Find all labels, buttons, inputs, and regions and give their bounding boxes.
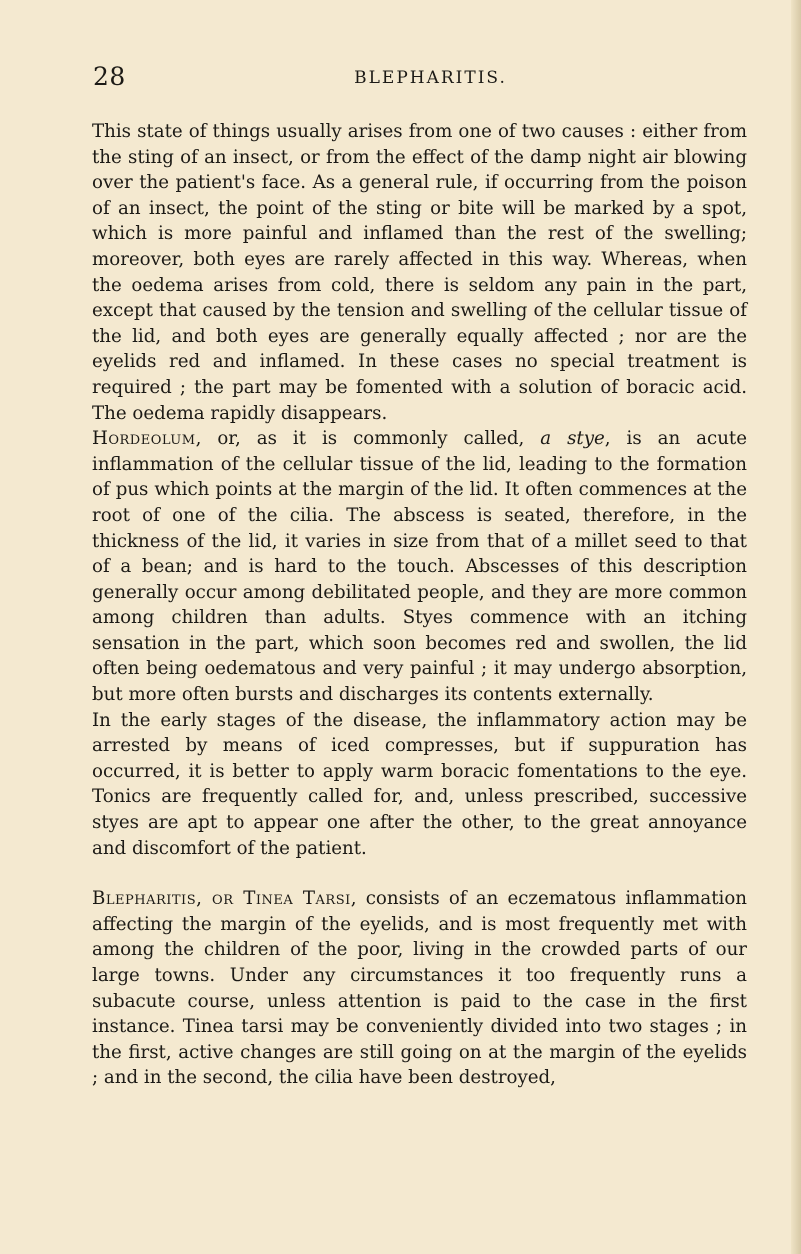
blepharitis-text: , consists of an eczematous inflammation affecting the margin of the eyelids, and is most frequently met with among the children of the poor, living in the crowded parts of our large towns. Under any circumstances it too frequently runs a subacute course, unless attention is paid to the case in the first instance. Tinea tarsi may be conveniently divided into two stages ; in the first, active changes are still going on at the margin of the eyelids ; and in the second, the cilia have been destroyed, [92,888,747,1089]
paragraph-treatment: In the early stages of the disease, the inflammatory action may be arrested by means of iced compresses, but if suppuration has occurred, it is better to apply warm boracic fomentations to the eye. Tonics are frequently called for, and, unless prescribed, successive styes are apt to appear one after the other, to the great annoyance and discomfort of the patient. [92,709,747,859]
paragraph-blepharitis [92,886,747,1091]
term-blepharitis: Blepharitis, or Tinea Tarsi [92,888,351,910]
paragraph-hordeolum [92,426,747,708]
body-text [92,119,747,1091]
term-stye: a stye [540,428,605,450]
section-gap [92,861,747,886]
page-header [93,62,748,96]
page-number: 28 [93,62,126,91]
running-title: BLEPHARITIS. [354,68,507,88]
paragraph-oedema-causes: This state of things usually arises from one of two causes : either from the sting of an insect, or from the effect of the damp night air blowing over the patient's face. As a general rule, if occurring from the poison of an insect, the point of the sting or bite will be marked by a spot, which is more painful and inflamed than the rest of the swelling; moreover, both eyes are rarely affected in this way. Whereas, when the oedema arises from cold, there is seldom any pain in the part, except that caused by the tension and swelling of the cellular tissue of the lid, and both eyes are generally equally affected ; nor are the eyelids red and inflamed. In these cases no special treatment is required ; the part may be fomented with a solution of boracic acid. The oedema rapidly disappears. [92,121,747,424]
hordeolum-text-b: , is an acute inflammation of the cellular tissue of the lid, leading to the formation of pus which points at the margin of the lid. It often commences at the root of one of the cilia. The abscess is seated, therefore, in the thickness of the lid, it varies in size from that of a millet seed to that of a bean; and is hard to the touch. Abscesses of this description generally occur among debilitated people, and they are more common among children than adults. Styes commence with an itching sensation in the part, which soon becomes red and swollen, the lid often being oedematous and very painful ; it may undergo absorption, but more often bursts and discharges its contents externally. [92,428,747,706]
term-hordeolum: Hordeolum [92,428,196,450]
page-edge [791,0,801,1254]
hordeolum-text-a: , or, as it is commonly called, [195,428,541,450]
